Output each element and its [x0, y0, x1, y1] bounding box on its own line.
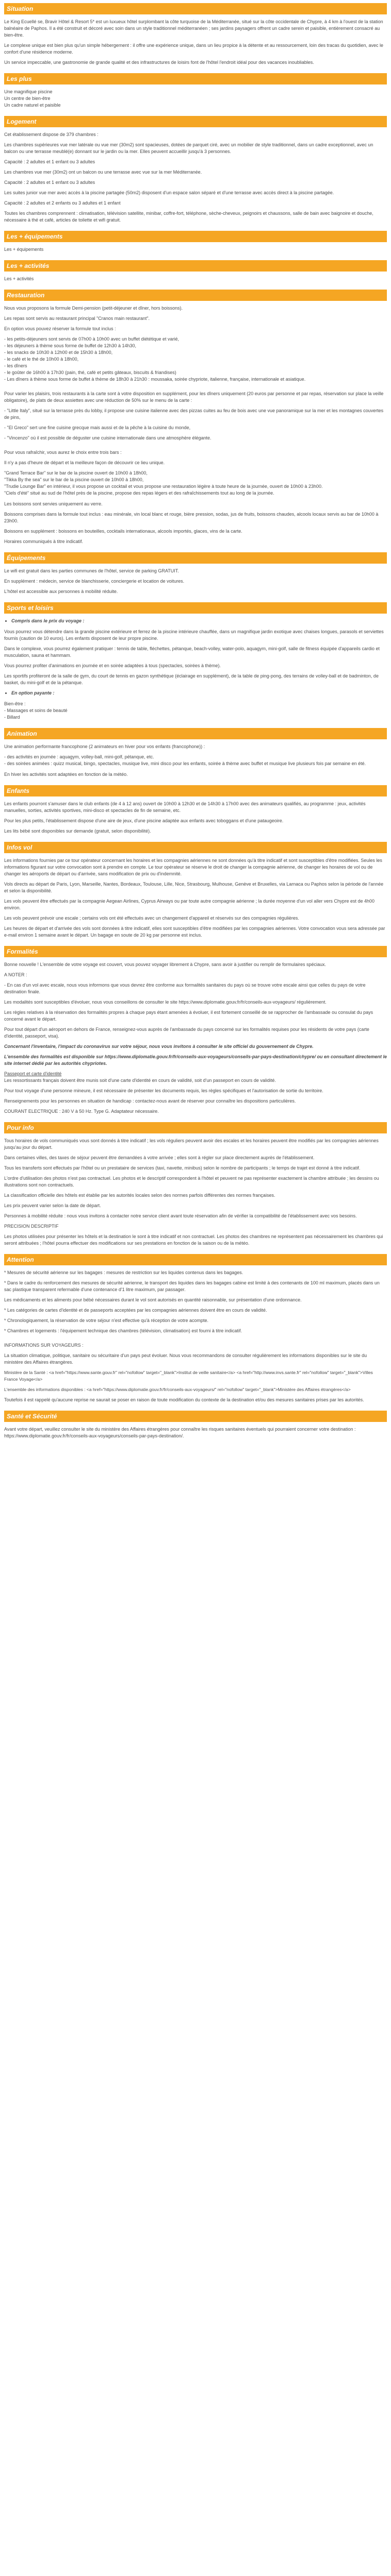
paragraph: Renseignements pour les personnes en situation de handicap : contactez-nous avant de réserver pour connaître les dispositions particulières.: [4, 1098, 296, 1104]
list-item: - le café et le thé de 10h00 à 18h00,: [4, 357, 79, 362]
paragraph: L'ordre d'utilisation des photos n'est pas contractuel. Les photos et le descriptif correspondent à l'hôtel et peuvent ne pas représenter exactement la chambre attribuée ; les dessins ou illustrations sont non contractuels.: [4, 1176, 379, 1188]
section-title-situation: Situation: [4, 3, 387, 14]
paragraph: L'ensemble des formalités est disponible sur https://www.diplomatie.gouv.fr/fr/conseils-aux-voyageurs/conseils-par-pays-destination/chypre/ ou en consultant directement le site internet dédié par les autorités chypriotes.: [4, 1054, 387, 1066]
paragraph: Une animation performante francophone (2 animateurs en hiver pour vos enfants (francophone)) :: [4, 744, 205, 749]
section-title-equipements: Équipements: [4, 552, 387, 564]
paragraph: Cet établissement dispose de 379 chambres :: [4, 132, 99, 137]
paragraph: Les sportifs profiteront de la salle de gym, du court de tennis en gazon synthétique (éclairage en supplément), de la table de ping-pong, des terrains de volley-ball et de badminton, de basket, du mini-golf et de la pétanque.: [4, 673, 379, 685]
paragraph: Les repas sont servis au restaurant principal "Cranos main restaurant".: [4, 316, 150, 321]
paragraph: Les boissons sont servies uniquement au verre.: [4, 501, 103, 506]
section-title-sports: Sports et loisirs: [4, 602, 387, 614]
paragraph: Pour les plus petits, l'établissement dispose d'une aire de jeux, d'une piscine adaptée aux enfants avec toboggans et d'une pataugeoire.: [4, 818, 284, 823]
paragraph: - "Vincenzo" où il est possible de déguster une cuisine internationale dans une atmosphère élégante.: [4, 435, 211, 440]
paragraph: En hiver les activités sont adaptées en fonction de la météo.: [4, 772, 128, 777]
paragraph: Bonne nouvelle ! L'ensemble de votre voyage est couvert, vous pouvez voyager librement à Chypre, sans avoir à justifier ou remplir de formulaires spéciaux.: [4, 962, 327, 967]
paragraph: L'hôtel est accessible aux personnes à mobilité réduite.: [4, 589, 118, 594]
paragraph: Les lits bébé sont disponibles sur demande (gratuit, selon disponibilité).: [4, 828, 151, 834]
section-activities-plus: [4, 260, 387, 282]
section-title-logement: Logement: [4, 116, 387, 127]
paragraph: Pour tout départ d'un aéroport en dehors de France, renseignez-vous auprès de l'ambassade du pays concerné sur les formalités requises pour les résidents de votre pays (carte d'identité, passeport, visa).: [4, 1027, 369, 1039]
paragraph: * Mesures de sécurité aérienne sur les bagages : mesures de restriction sur les liquides contenus dans les bagages.: [4, 1270, 243, 1275]
section-situation: [4, 3, 387, 66]
list-item: Un cadre naturel et paisible: [4, 103, 61, 108]
sports-option-list: [11, 690, 387, 697]
paragraph: Les suites junior vue mer avec accès à la piscine partagée (50m2) disposent d'un espace salon séparé et d'une terrasse avec accès direct à la piscine partagée.: [4, 190, 334, 195]
paragraph: Pour varier les plaisirs, trois restaurants à la carte sont à votre disposition en supplément, pour les dîners uniquement (20 euros par personne et par repas, réservation sur place la veille obligatoire), de plats de deux assiettes avec une réduction de 50% sur le menu de la carte :: [4, 391, 384, 403]
list-item: - Massages et soins de beauté: [4, 708, 68, 713]
list-item: - les déjeuners à thème sous forme de buffet de 12h30 à 14h30,: [4, 343, 137, 348]
paragraph: La classification officielle des hôtels est établie par les autorités locales selon des normes parfois différentes des normes françaises.: [4, 1193, 275, 1198]
paragraph: Vols directs au départ de Paris, Lyon, Marseille, Nantes, Bordeaux, Toulouse, Lille, Nice, Strasbourg, Mulhouse, Genève et Bruxelles, via Larnaca ou Paphos selon la période de l'année et selon la disponibilité.: [4, 882, 384, 893]
paragraph: Les vols peuvent prévoir une escale ; certains vols ont été effectués avec un changement d'appareil et réservés sur des compagnies régulières.: [4, 916, 299, 921]
paragraph: Les ressortissants français doivent être munis soit d'une carte d'identité en cours de validité, soit d'un passeport en cours de validité.: [4, 1078, 276, 1083]
list-item: - les snacks de 10h30 à 12h00 et de 15h30 à 18h00,: [4, 350, 113, 355]
section-title-sante: Santé et Sécurité: [4, 1411, 387, 1422]
paragraph: * Chronologiquement, la réservation de votre séjour n'est effective qu'à réception de votre acompte.: [4, 1318, 208, 1323]
paragraph: Les prix peuvent varier selon la date de départ.: [4, 1203, 101, 1208]
subsection-title: Passeport et carte d'identité: [4, 1071, 62, 1076]
list-item: - les petits-déjeuners sont servis de 07h00 à 10h00 avec un buffet diététique et varié,: [4, 336, 180, 342]
paragraph: Concernant l'inventaire, l'impact du coronavirus sur votre séjour, nous vous invitons à consulter le site officiel du gouvernement de Chypre.: [4, 1044, 314, 1049]
paragraph: Les chambres supérieures vue mer latérale ou vue mer (30m2) sont spacieuses, dotées de parquet ciré, avec un mobilier de style traditionnel, dans un cadre exceptionnel, avec un balcon ou une terrasse meublé(e) donnant sur le jardin ou la mer. Elles peuvent accueillir jusqu'à 3 personnes.: [4, 142, 373, 154]
paragraph: INFORMATIONS SUR VOYAGEURS :: [4, 1343, 84, 1348]
paragraph: En option vous pouvez réserver la formule tout inclus :: [4, 326, 116, 331]
section-pluses: [4, 73, 387, 109]
paragraph: Les photos utilisées pour présenter les hôtels et la destination le sont à titre indicatif et non contractuel. Les photos des chambres ne représentent pas nécessairement les chambres qui seront attribuées ; l'hôtel pourra effectuer des modifications sur ses prestations en fonction de la saison ou de la météo.: [4, 1234, 383, 1246]
section-restauration: [4, 290, 387, 545]
section-sports: [4, 602, 387, 721]
section-equipment-plus: [4, 231, 387, 253]
list-item: - les dîners: [4, 363, 27, 368]
section-title-pour-info: Pour info: [4, 1122, 387, 1133]
section-pour-info: [4, 1122, 387, 1247]
paragraph: Le complexe unique est bien plus qu'un simple hébergement : il offre une expérience unique, dans un lieu propice à la détente et au ressourcement, loin des tracas du quotidien, avec le confort d'une résidence moderne.: [4, 43, 384, 55]
paragraph: * Dans le cadre du renforcement des mesures de sécurité aérienne, le transport des liquides dans les bagages cabine est limité à des contenants de 100 ml maximum, placés dans un sac plastique transparent refermable d'une contenance d'1 litre maximum, par passager.: [4, 1280, 380, 1292]
list-item: "Trudie Lounge Bar" en intérieur, il vous propose un cocktail et vous propose une restauration légère à toute heure de la journée, ouvert de 10h00 à 23h00.: [4, 484, 323, 489]
section-formalites: [4, 946, 387, 1115]
list-item: - le goûter de 16h00 à 17h30 (pain, thé, café et petits gâteaux, biscuits & friandises): [4, 370, 176, 375]
paragraph: Nous vous proposons la formule Demi-pension (petit-déjeuner et dîner, hors boissons).: [4, 306, 183, 311]
section-animation: [4, 728, 387, 778]
list-item: • En option payante :: [11, 690, 387, 697]
paragraph: Les heures de départ et d'arrivée des vols sont données à titre indicatif, elles sont susceptibles d'être modifiées par les compagnies aériennes. Votre convocation vous sera adressée par e-mail environ 1 semaine avant le départ. Un bagage en soute de 20 kg par personne est inclus.: [4, 926, 385, 938]
list-item: Bien-être :: [4, 701, 26, 706]
paragraph: Vous pourrez profiter d'animations en journée et en soirée adaptées à tous (spectacles, soirées à thème).: [4, 663, 221, 668]
section-title-enfants: Enfants: [4, 785, 387, 796]
paragraph: Les règles relatives à la réservation des formalités propres à chaque pays étant amenées à évoluer, il est fortement conseillé de se rapprocher de l'ambassade ou consulat du pays concerné avant le départ.: [4, 1010, 373, 1022]
paragraph: Les chambres vue mer (30m2) ont un balcon ou une terrasse avec vue sur la mer Méditerranée.: [4, 170, 202, 175]
paragraph: - "Little Italy", situé sur la terrasse près du lobby, il propose une cuisine italienne avec des pizzas cuites au feu de bois avec une vue panoramique sur la mer et les montagnes couvertes de pins,: [4, 408, 384, 420]
paragraph: Capacité : 2 adultes et 1 enfant ou 3 adultes: [4, 159, 95, 164]
section-equipements: [4, 552, 387, 595]
paragraph: - En cas d'un vol avec escale, nous vous informons que vous devrez être conforme aux formalités sanitaires du pays où se trouve votre escale ainsi que celles du pays de votre destination finale.: [4, 982, 366, 994]
list-item: - Billard: [4, 715, 20, 720]
section-sante: [4, 1411, 387, 1439]
section-attention: [4, 1254, 387, 1403]
paragraph: Personnes à mobilité réduite : nous vous invitons à contacter notre service client avant toute réservation afin de vérifier la compatibilité de l'établissement avec vos besoins.: [4, 1213, 357, 1218]
paragraph: - "El Greco" sert une fine cuisine grecque mais aussi et de la pêche à la cuisine du monde,: [4, 425, 191, 430]
list-item: • Compris dans le prix du voyage :: [11, 618, 387, 624]
paragraph: Les enfants pourront s'amuser dans le club enfants (de 4 à 12 ans) ouvert de 10h00 à 12h30 et de 14h30 à 17h00 avec des animateurs qualifiés, au programme : jeux, activités manuelles, sorties, activités sportives, mini-disco et spectacles de fin de semaine, etc.: [4, 801, 366, 813]
paragraph: Vous pourrez vous détendre dans la grande piscine extérieure et ferrez de la piscine intérieure chauffée, dans un magnifique jardin exotique avec chaises longues, parasols et serviettes fournis (caution de 10 euros). Les enfants disposent de leur propre piscine.: [4, 629, 384, 641]
paragraph: COURANT ELECTRIQUE : 240 V à 50 Hz. Type G. Adaptateur nécessaire.: [4, 1109, 159, 1114]
paragraph: Toutefois il est rappelé qu'aucune reprise ne saurait se poser en raison de toute modification du contexte de la destination et/ou des mesures sanitaires prises par les autorités.: [4, 1397, 364, 1402]
paragraph: La situation climatique, politique, sanitaire ou sécuritaire d'un pays peut évoluer. Nous vous recommandons de consulter régulièrement les informations disponibles sur le site du ministère des Affaires étrangères.: [4, 1353, 367, 1365]
section-title-infos-vol: Infos vol: [4, 842, 387, 853]
paragraph: L'ensemble des informations disponibles : <a href="https://www.diplomatie.gouv.fr/fr/conseils-aux-voyageurs/" rel="nofollow" target="_blank">Ministère des Affaires étrangères</a>: [4, 1387, 351, 1392]
list-item: - des activités en journée : aquagym, volley-ball, mini-golf, pétanque, etc.: [4, 754, 154, 759]
paragraph: PRECISION DESCRIPTIF: [4, 1224, 59, 1229]
paragraph: Les modalités sont susceptibles d'évoluer, nous vous conseillons de consulter le site https://www.diplomatie.gouv.fr/fr/conseils-aux-voyageurs/ régulièrement.: [4, 999, 327, 1005]
section-title-formalites: Formalités: [4, 946, 387, 957]
paragraph: Le wifi est gratuit dans les parties communes de l'hôtel, service de parking GRATUIT.: [4, 568, 179, 573]
paragraph: Ministère de la Santé : <a href="https://www.sante.gouv.fr" rel="nofollow" target="_blank">Institut de veille sanitaire</a> <a href="http://www.invs.sante.fr" rel="nofollow" target="_blank">Villes France Voyage</a>: [4, 1370, 373, 1382]
paragraph: Le King Ecuellé se, Bravir Hôtel & Resort 5* est un luxueux hôtel surplombant la côte turquoise de la Méditerranée, situé sur la côte occidentale de Chypre, à 4 km à l'ouest de la station balnéaire de Paphos. Il a été construit et décoré avec soin dans un style traditionnel méditerranéen ; ses jardins paysagers offrent un cadre serein et paisible, entièrement consacré au bien-être.: [4, 19, 383, 38]
paragraph: Les médicaments et les aliments pour bébé nécessaires durant le vol sont autorisés en quantité raisonnable, sur présentation d'une ordonnance.: [4, 1297, 302, 1302]
section-title-restauration: Restauration: [4, 290, 387, 301]
paragraph: En supplément : médecin, service de blanchisserie, conciergerie et location de voitures.: [4, 579, 185, 584]
paragraph: Il n'y a pas d'heure de départ et la meilleure façon de découvrir ce lieu unique.: [4, 460, 165, 465]
section-title-pluses: Les plus: [4, 73, 387, 84]
paragraph: Tous les transferts sont effectués par l'hôtel ou un prestataire de services (taxi, navette, minibus) selon le nombre de participants ; le temps de trajet est donné à titre indicatif.: [4, 1165, 361, 1171]
paragraph: - Les dîners à thème sous forme de buffet à thème de 18h30 à 21h30 : moussaka, soirée chypriote, italienne, française, internationale et asiatique.: [4, 377, 306, 382]
paragraph: Capacité : 2 adultes et 1 enfant ou 3 adultes: [4, 180, 95, 185]
paragraph: Boissons en supplément : boissons en bouteilles, cocktails internationaux, alcools importés, glaces, vins de la carte.: [4, 529, 242, 534]
list-item: "Ciels d'été" situé au sud de l'hôtel près de la piscine, propose des repas légers et des rafraîchissements tout au long de la journée.: [4, 490, 274, 496]
paragraph: * Les catégories de cartes d'identité et de passeports acceptées par les compagnies aériennes doivent être en cours de validité.: [4, 1308, 267, 1313]
paragraph: Capacité : 2 adultes et 2 enfants ou 3 adultes et 1 enfant: [4, 200, 121, 206]
section-title-attention: Attention: [4, 1254, 387, 1265]
paragraph: Boissons comprises dans la formule tout inclus : eau minérale, vin local blanc et rouge, bière pression, sodas, jus de fruits, boissons chaudes, alcools locaux servis au bar de 10h00 à 23h00.: [4, 512, 379, 523]
list-item: Les + équipements: [4, 247, 44, 252]
paragraph: Tous horaires de vols communiqués vous sont donnés à titre indicatif ; les vols réguliers peuvent avoir des escales et les horaires peuvent être modifiés par les compagnies aériennes jusqu'au jour du départ.: [4, 1138, 379, 1150]
list-item: "Grand Terrace Bar" sur le bar de la piscine ouvert de 10h00 à 18h00,: [4, 470, 148, 476]
paragraph: Horaires communiqués à titre indicatif.: [4, 539, 84, 544]
paragraph: Dans le complexe, vous pourrez également pratiquer : tennis de table, fléchettes, pétanque, beach-volley, water-polo, aquagym, mini-golf, salle de fitness équipée d'appareils cardio et musculation, sauna et hammam.: [4, 646, 380, 658]
paragraph: Toutes les chambres comprennent : climatisation, télévision satellite, minibar, coffre-fort, téléphone, sèche-cheveux, peignoirs et chaussons, salle de bain avec baignoire et douche, nécessaire à thé et café, articles de toilette et wifi gratuit.: [4, 211, 373, 223]
paragraph: Les informations fournies par ce tour opérateur concernant les horaires et les compagnies aériennes ne sont données qu'à titre indicatif et sont susceptibles d'être modifiées. Seules les informations figurant sur votre convocation sont à prendre en compte. Le tour opérateur se réserve le droit de changer la compagnie aérienne, de changer les horaires de vol ou de changer les aéroports de départ ou d'arrivée, sans modification de prix ou d'indemnité.: [4, 858, 382, 876]
paragraph: Pour vous rafraîchir, vous aurez le choix entre trois bars :: [4, 450, 122, 455]
section-enfants: [4, 785, 387, 835]
section-title-animation: Animation: [4, 728, 387, 739]
list-item: Un centre de bien-être: [4, 96, 51, 101]
list-item: Une magnifique piscine: [4, 89, 53, 94]
paragraph: Un service impeccable, une gastronomie de grande qualité et des infrastructures de loisirs font de l'hôtel l'endroit idéal pour des vacances inoubliables.: [4, 60, 314, 65]
paragraph: Avant votre départ, veuillez consulter le site du ministère des Affaires étrangères pour connaître les risques sanitaires éventuels qui pourraient concerner votre destination : https://www.diplomatie.gouv.fr/fr/conseils-aux-voyageurs/conseils-par-pays-destination/.: [4, 1427, 356, 1438]
list-item: - des soirées animées : quizz musical, bingo, spectacles, musique live, mini disco pour les enfants, soirée à thème avec buffet et musique live plusieurs fois par semaine en été.: [4, 761, 366, 766]
paragraph: * Chambres et logements : l'équipement technique des chambres (télévision, climatisation) est fourni à titre indicatif.: [4, 1328, 242, 1333]
paragraph: A NOTER :: [4, 972, 27, 977]
paragraph: Dans certaines villes, des taxes de séjour peuvent être demandées à votre arrivée ; elles sont à régler sur place directement auprès de l'établissement.: [4, 1155, 315, 1160]
sports-included-list: [11, 618, 387, 624]
paragraph: Pour tout voyage d'une personne mineure, il est nécessaire de présenter les documents requis, les règles spécifiques et l'autorisation de sortie du territoire.: [4, 1088, 323, 1093]
list-item: Les + activités: [4, 276, 34, 281]
list-item: "Tikka By the sea" sur le bar de la piscine ouvert de 10h00 à 18h00,: [4, 477, 144, 482]
section-logement: [4, 116, 387, 224]
section-infos-vol: [4, 842, 387, 939]
paragraph: Les vols peuvent être effectués par la compagnie Aegean Airlines, Cyprus Airways ou par toute autre compagnie aérienne ; la durée moyenne d'un vol aller vers Chypre est de 4h00 environ.: [4, 899, 374, 910]
section-title-equipment-plus: Les + équipements: [4, 231, 387, 242]
section-title-activities-plus: Les + activités: [4, 260, 387, 272]
